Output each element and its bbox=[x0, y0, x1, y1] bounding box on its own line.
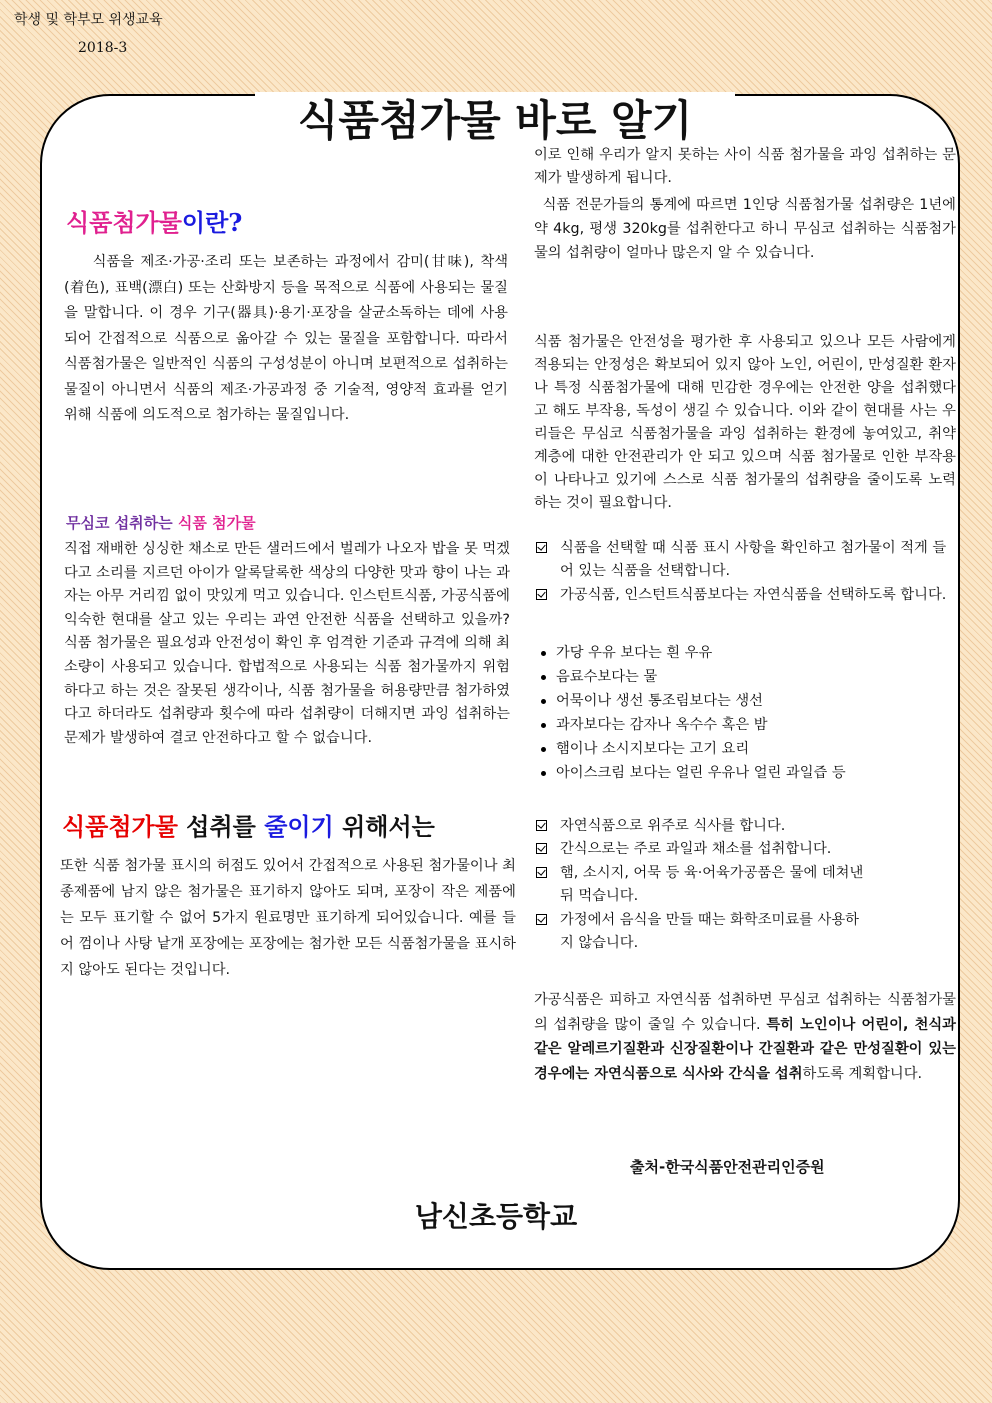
section3-heading-part2: 섭취를 bbox=[186, 812, 256, 841]
checkbox-icon bbox=[536, 914, 547, 925]
section2-heading-part1: 무심코 섭취하는 bbox=[66, 514, 173, 532]
checklist-item: 가공식품, 인스턴트식품보다는 자연식품을 선택하도록 합니다. bbox=[536, 584, 956, 607]
closing-tail: 하도록 계획합니다. bbox=[802, 1065, 923, 1082]
section2-heading-part2: 식품 첨가물 bbox=[177, 514, 256, 532]
food-swap-item: 음료수보다는 물 bbox=[534, 665, 954, 689]
header-issue-number: 2018-3 bbox=[78, 40, 128, 56]
page-title: 식품첨가물 바로 알기 bbox=[255, 92, 735, 150]
food-swap-item: 어묵이나 생선 통조림보다는 생선 bbox=[534, 689, 954, 713]
right-intro: 이로 인해 우리가 알지 못하는 사이 식품 첨가물을 과잉 섭취하는 문제가 발생하게 됩니다. bbox=[534, 147, 956, 187]
section3-heading-part4: 위해서는 bbox=[342, 812, 435, 841]
checklist-selection bbox=[536, 537, 956, 607]
section1-heading bbox=[66, 208, 242, 238]
source-credit: 출처-한국식품안전관리인증원 bbox=[630, 1158, 825, 1176]
checklist-item: 자연식품으로 위주로 식사를 합니다. bbox=[536, 815, 866, 838]
food-swap-list bbox=[534, 641, 954, 785]
checkbox-icon bbox=[536, 589, 547, 600]
section1-body: 식품을 제조·가공·조리 또는 보존하는 과정에서 감미(甘味), 착색(着色), 표백(漂白) 또는 산화방지 등을 목적으로 식품에 사용되는 물질을 말합니다. 이 경우 기구(器具)·용기·포장을 살균소독하는 데에 사용되어 간접적으로 식품으로 옮아갈 수 있는 물질을 포함합니다. 따라서 식품첨가물은 일반적인 식품의 구성성분이 아니며 보편적으로 섭취하는 물질이 아니면서 식품의 제조·가공과정 중 기술적, 영양적 효과를 얻기 위해 식품에 의도적으로 첨가하는 물질입니다. bbox=[64, 254, 508, 423]
checkbox-icon bbox=[536, 867, 547, 878]
checklist-item: 햄, 소시지, 어묵 등 육·어육가공품은 물에 데쳐낸 뒤 먹습니다. bbox=[536, 862, 866, 909]
checklist-item: 가정에서 음식을 만들 때는 화학조미료를 사용하지 않습니다. bbox=[536, 909, 866, 956]
section3-body: 또한 식품 첨가물 표시의 허점도 있어서 간접적으로 사용된 첨가물이나 최종제품에 남지 않은 첨가물은 표기하지 않아도 되며, 포장이 작은 제품에는 모두 표기할 수 없어 5가지 원료명만 표기하게 되어있습니다. 예를 들어 껌이나 사탕 낱개 포장에는 포장에는 첨가한 모든 식품첨가물을 표시하지 않아도 된다는 것입니다. bbox=[60, 858, 516, 978]
section2-heading bbox=[66, 512, 256, 534]
section1-heading-keyword: 식품첨가물 bbox=[66, 208, 182, 237]
checkbox-icon bbox=[536, 820, 547, 831]
checklist-item: 식품을 선택할 때 식품 표시 사항을 확인하고 첨가물이 적게 들어 있는 식품을 선택합니다. bbox=[536, 537, 956, 584]
closing-paragraph bbox=[534, 988, 956, 1086]
closing-emphasis: 특히 노인이나 어린이, 천식과 같은 알레르기질환과 신장질환이나 간질환과 같은 만성질환이 있는 경우에는 자연식품으로 식사와 간식을 섭취 bbox=[534, 1016, 956, 1082]
food-swap-item: 가당 우유 보다는 흰 우유 bbox=[534, 641, 954, 665]
checkbox-icon bbox=[536, 542, 547, 553]
right-safety: 식품 첨가물은 안전성을 평가한 후 사용되고 있으나 모든 사람에게 적용되는 안정성은 확보되어 있지 않아 노인, 어린이, 만성질환 환자나 특정 식품첨가물에 대해 민감한 경우에는 안전한 양을 섭취했다고 해도 부작용, 독성이 생길 수 있습니다. 이와 같이 현대를 사는 우리들은 무심코 식품첨가물을 과잉 섭취하는 환경에 놓여있고, 취약계층에 대한 안전관리가 안 되고 있으며 식품 첨가물로 인한 부작용이 나타나고 있기에 스스로 식품 첨가물의 섭취량을 줄이도록 노력하는 것이 필요합니다. bbox=[534, 334, 956, 511]
right-stats: 식품 전문가들의 통계에 따르면 1인당 식품첨가물 섭취량은 1년에 약 4kg, 평생 320kg를 섭취한다고 하니 무심코 섭취하는 식품첨가물의 섭취량이 얼마나 많은지 알 수 있습니다. bbox=[534, 197, 956, 261]
section3-heading-part3: 줄이기 bbox=[264, 812, 334, 841]
checklist-item: 간식으로는 주로 과일과 채소를 섭취합니다. bbox=[536, 838, 866, 861]
section2-body: 직접 재배한 싱싱한 채소로 만든 샐러드에서 벌레가 나오자 밥을 못 먹겠다고 소리를 지르던 아이가 알록달록한 색상의 다양한 맛과 향이 나는 과자는 아무 거리낌 없이 맛있게 먹고 있습니다. 인스턴트식품, 가공식품에 익숙한 현대를 살고 있는 우리는 과연 안전한 식품을 선택하고 있을까? 식품 첨가물은 필요성과 안전성이 확인 후 엄격한 기준과 규격에 의해 최소량이 사용되고 있습니다. 합법적으로 사용되는 식품 첨가물까지 위험하다고 하는 것은 잘못된 생각이나, 식품 첨가물을 허용량만큼 첨가하였다고 하더라도 섭취량과 횟수에 따라 섭취량이 더해지면 과잉 섭취하는 문제가 발생하여 결코 안전하다고 할 수 없습니다. bbox=[64, 541, 510, 746]
checklist-habits bbox=[536, 815, 866, 955]
section1-heading-suffix: 이란? bbox=[181, 208, 243, 237]
food-swap-item: 아이스크림 보다는 얼린 우유나 얼린 과일즙 등 bbox=[534, 761, 954, 785]
food-swap-item: 과자보다는 감자나 옥수수 혹은 밤 bbox=[534, 713, 954, 737]
checkbox-icon bbox=[536, 843, 547, 854]
food-swap-item: 햄이나 소시지보다는 고기 요리 bbox=[534, 737, 954, 761]
header-category: 학생 및 학부모 위생교육 bbox=[14, 12, 163, 28]
section3-heading bbox=[62, 812, 435, 842]
section3-heading-part1: 식품첨가물 bbox=[62, 812, 178, 841]
school-name: 남신초등학교 bbox=[414, 1200, 578, 1233]
closing-normal: 가공식품은 피하고 자연식품 섭취하면 무심코 섭취하는 식품첨가물의 섭취량을 많이 줄일 수 있습니다. bbox=[534, 992, 956, 1033]
